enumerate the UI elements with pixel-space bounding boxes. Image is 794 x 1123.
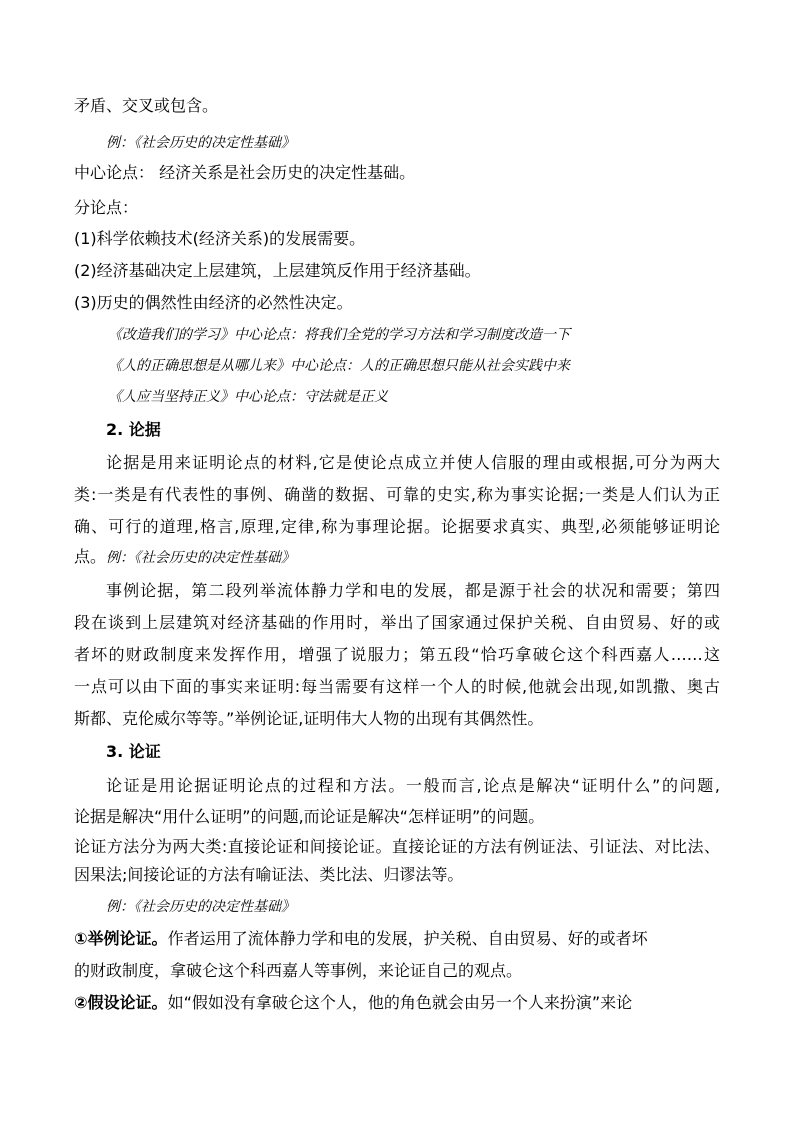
paragraph-line — [74, 516, 720, 538]
paragraph-text: 点。 — [74, 547, 107, 566]
text-line: 矛盾、交叉或包含。 — [74, 96, 219, 115]
central-thesis-line: 中心论点： 经济关系是社会历史的决定性基础。 — [74, 163, 416, 182]
paragraph-line: 斯都、克伦威尔等等。”举例论证,证明伟大人物的出现有其偶然性。 — [74, 709, 544, 728]
section-heading: 3. 论证 — [106, 742, 161, 761]
paragraph-line — [106, 580, 720, 602]
paragraph-line — [74, 644, 720, 666]
paragraph-text: 论证是用论据证明论点的过程和方法。一般而言,论点是解决“证明什么”的问题, — [106, 776, 720, 795]
paragraph-line — [74, 992, 632, 1014]
example-line: 例：《社会历史的决定性基础》 — [106, 135, 295, 151]
method-label: ①举例论证。 — [74, 929, 168, 948]
paragraph-line: 因果法;间接论证的方法有喻证法、类比法、归谬法等。 — [74, 865, 464, 884]
paragraph-line — [106, 775, 720, 797]
method-label: ②假设论证。 — [74, 993, 168, 1012]
example-ref: 例：《社会历史的决定性基础》 — [106, 550, 296, 566]
paragraph-text: 确、可行的道理,格言,原理,定律,称为事理论据。论据要求真实、典型,必须能够证明论 — [74, 517, 720, 536]
example-thesis-line: 《人的正确思想是从哪儿来》中心论点：人的正确思想只能从社会实践中来 — [108, 358, 570, 374]
paragraph-line — [74, 928, 648, 950]
paragraph-line — [74, 836, 720, 858]
sub-thesis-item: (3)历史的偶然性由经济的必然性决定。 — [74, 293, 353, 312]
paragraph-line — [106, 452, 720, 474]
paragraph-text: 一点可以由下面的事实来证明:每当需要有这样一个人的时候,他就会出现,如凯撒、奥古 — [74, 677, 720, 696]
section-heading: 2. 论据 — [106, 420, 161, 439]
paragraph-line — [74, 612, 720, 634]
paragraph-line — [74, 484, 720, 506]
paragraph-text: 作者运用了流体静力学和电的发展，护关税、自由贸易、好的或者坏 — [167, 929, 648, 948]
paragraph-line: 论据是解决“用什么证明”的问题,而论证是解决“怎样证明”的问题。 — [74, 807, 545, 826]
paragraph-text: 如“假如没有拿破仑这个人，他的角色就会由另一个人来扮演”来论 — [167, 993, 633, 1012]
paragraph-text: 事例论据，第二段列举流体静力学和电的发展，都是源于社会的状况和需要；第四 — [106, 581, 720, 600]
sub-thesis-item: (1)科学依赖技术(经济关系)的发展需要。 — [74, 229, 366, 248]
example-thesis-line: 《改造我们的学习》中心论点：将我们全党的学习方法和学习制度改造一下 — [108, 327, 570, 343]
paragraph-text: 者坏的财政制度来发挥作用，增强了说服力；第五段“恰巧拿破仑这个科西嘉人……这 — [74, 645, 720, 664]
example-thesis-line: 《人应当坚持正义》中心论点：守法就是正义 — [108, 389, 388, 405]
sub-thesis-heading: 分论点： — [74, 198, 139, 217]
paragraph-text: 类:一类是有代表性的事例、确凿的数据、可靠的史实,称为事实论据;一类是人们认为正 — [74, 485, 720, 504]
example-line: 例：《社会历史的决定性基础》 — [106, 899, 295, 915]
paragraph-text: 论证方法分为两大类:直接论证和间接论证。直接论证的方法有例证法、引证法、对比法、 — [74, 837, 720, 856]
paragraph-line — [74, 546, 295, 569]
sub-thesis-item: (2)经济基础决定上层建筑，上层建筑反作用于经济基础。 — [74, 261, 481, 280]
paragraph-text: 段在谈到上层建筑对经济基础的作用时，举出了国家通过保护关税、自由贸易、好的或 — [74, 613, 720, 632]
paragraph-text: 论据是用来证明论点的材料,它是使论点成立并使人信服的理由或根据,可分为两大 — [106, 453, 720, 472]
paragraph-line — [74, 676, 720, 698]
paragraph-line: 的财政制度，拿破仑这个科西嘉人等事例，来论证自己的观点。 — [74, 961, 523, 980]
